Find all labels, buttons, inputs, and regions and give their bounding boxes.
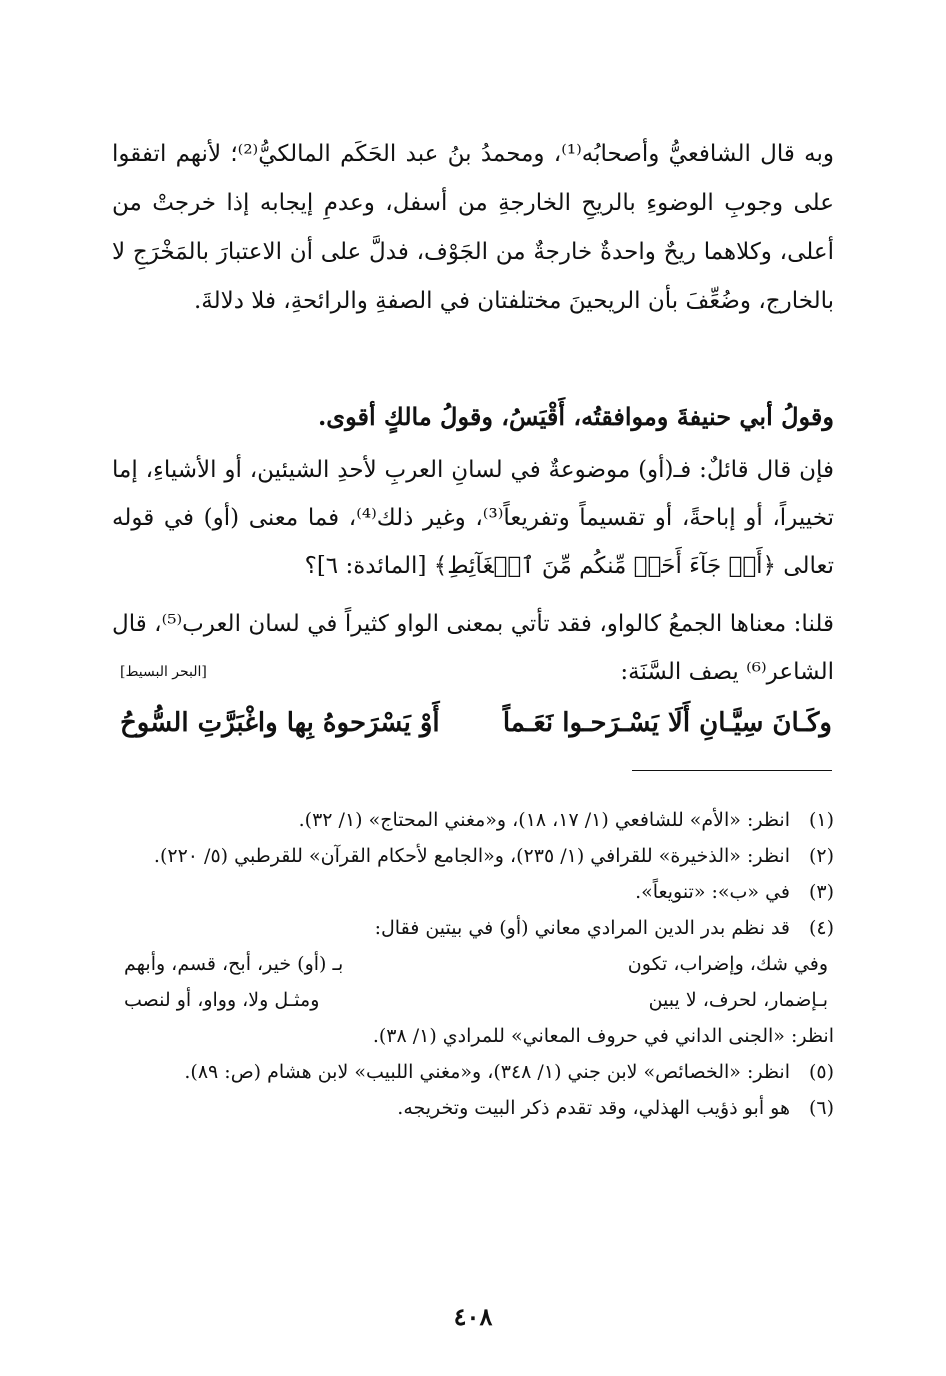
poem-hemistich: ومثـل ولا، وواو، أو لنصب (124, 989, 320, 1011)
footnote-number: (٣) (808, 881, 834, 903)
footnote-4 (118, 910, 834, 1054)
paragraph-shafii-opinion: وبه قال الشافعيُّ وأصحابُه⁽¹⁾، ومحمدُ بنُ عبد الحَكَم المالكيُّ⁽²⁾؛ لأنهم اتفقوا على وجوبِ الوضوءِ بالريحِ الخارجةِ من أسفل، وعدمِ إيجابه إذا خرجتْ من أعلى، وكلاهما ريحٌ واحدةٌ خارجةٌ من الجَوْف، فدلَّ على أن الاعتبارَ بالمَخْرَجِ لا بالخارج، وضُعِّفَ بأن الريحينَ مختلفتان في الصفةِ والرائحةِ، فلا دلالةَ. (112, 141, 834, 314)
footnote-number: (٦) (808, 1097, 834, 1119)
paragraph-abu-hanifa-opinion: وقولُ أبي حنيفةَ وموافقتُه، أَقْيَسُ، وقولُ مالكٍ أقوى. (317, 402, 834, 431)
footnote-number: (٤) (808, 917, 834, 939)
footnote-poem-line (118, 982, 834, 1018)
poem-hemistich: بـ (أو) خير، أبح، قسم، وأبهم (124, 953, 344, 975)
footnotes-section (118, 802, 834, 1126)
page-number: ٤٠٨ (453, 1302, 493, 1331)
paragraph-answer-aw: قلنا: معناها الجمعُ كالواو، فقد تأتي بمعنى الواو كثيراً في لسان العرب⁽⁵⁾، قال الشاعر⁽⁶⁾ يصف السَّنَة: (112, 611, 834, 685)
footnote-text: هو أبو ذؤيب الهذلي، وقد تقدم ذكر البيت وتخريجه. (397, 1097, 790, 1119)
footnote-number: (١) (808, 809, 834, 831)
footnote-1 (118, 802, 834, 838)
footnote-text: انظر: «الذخيرة» للقرافي (١/ ٢٣٥)، و«الجامع لأحكام القرآن» للقرطبي (٥/ ٢٢٠). (153, 845, 790, 867)
footnote-separator (632, 770, 832, 771)
footnote-5 (118, 1054, 834, 1090)
footnote-6 (118, 1090, 834, 1126)
footnote-poem-line (118, 946, 834, 982)
footnote-text: انظر: «الخصائص» لابن جني (١/ ٣٤٨)، و«مغني اللبيب» لابن هشام (ص: ٨٩). (184, 1061, 790, 1083)
paragraph-question-aw: فإن قال قائلٌ: فـ(أو) موضوعةٌ في لسانِ العربِ لأحدِ الشيئين، أو الأشياءِ، إما تخييراً، أو إباحةً، أو تقسيماً وتفريعاً⁽³⁾، وغير ذلك⁽⁴⁾، فما معنى (أو) في قوله تعالى ﴿أَوۡ جَآءَ أَحَدٞ مِّنكُم مِّنَ ٱلۡغَآئِطِ﴾ [المائدة: ٦]؟ (112, 457, 834, 579)
footnote-3 (118, 874, 834, 910)
footnote-2 (118, 838, 834, 874)
footnote-number: (٢) (808, 845, 834, 867)
footnote-number: (٥) (808, 1061, 834, 1083)
poem-hemistich: وفي شك، وإضراب، تكون (627, 953, 828, 975)
footnote-text: قد نظم بدر الدين المرادي معاني (أو) في بيتين فقال: (374, 917, 790, 939)
verse-meter-label: [البحر البسيط] (120, 664, 207, 680)
footnote-text: في «ب»: «تنويعاً». (635, 881, 790, 903)
footnote-text: انظر: «الأم» للشافعي (١/ ١٧، ١٨)، و«مغني المحتاج» (١/ ٣٢). (298, 809, 790, 831)
verse-second-hemistich: أَوْ يَسْرَحوهُ بِها واغْبَرَّتِ السُّوحُ (120, 708, 440, 738)
verse-first-hemistich: وكَـانَ سِيَّـانِ أَلَا يَسْـرَحـوا نَعَـماً (502, 708, 832, 738)
poem-hemistich: بـإضمار، لحرف، لا يبين (648, 989, 828, 1011)
footnote-reference: انظر: «الجنى الداني في حروف المعاني» للمرادي (١/ ٣٨). (372, 1025, 834, 1047)
